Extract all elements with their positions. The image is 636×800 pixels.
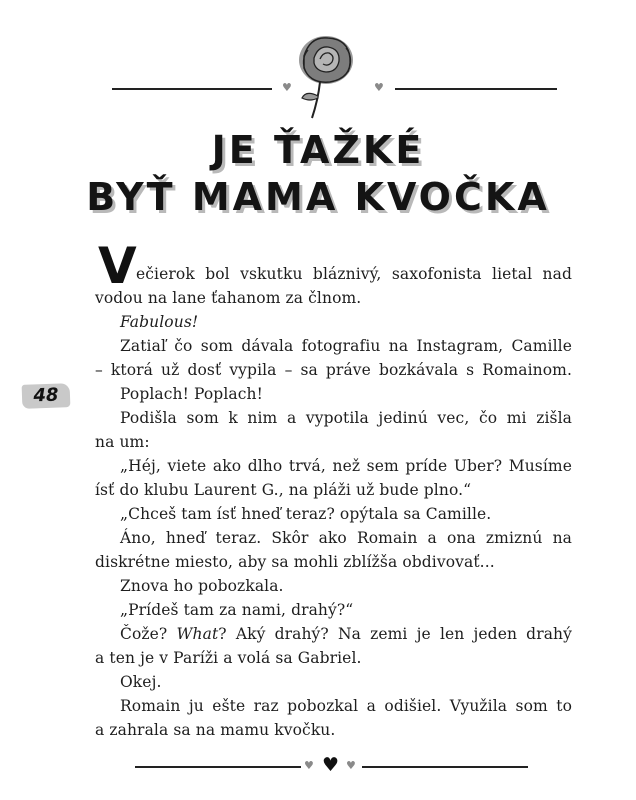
- heart-icon: ♥: [346, 759, 356, 772]
- text-line: a ten je v Paríži a volá sa Gabriel.: [95, 649, 362, 667]
- text-line: [120, 310, 572, 334]
- text-line: Okej.: [120, 673, 162, 691]
- top-rule-right: [395, 88, 557, 90]
- text-line: ísť do klubu Laurent G., na pláži už bude plno.“: [95, 481, 472, 499]
- rose-icon: [290, 30, 362, 122]
- text-line: Znova ho pobozkala.: [120, 577, 284, 595]
- heart-icon: ♥: [374, 81, 384, 94]
- heart-icon: ♥: [322, 754, 340, 776]
- text-line: Zatiaľ čo som dávala fotografiu na Instagram, Camille: [120, 337, 572, 355]
- text-line: „Prídeš tam za nami, drahý?“: [120, 601, 354, 619]
- text-line: [120, 622, 572, 646]
- text-line: Poplach! Poplach!: [120, 385, 263, 403]
- text-line: na um:: [95, 433, 150, 451]
- bottom-rule-right: [362, 766, 528, 768]
- chapter-title-line1: JE ŤAŽKÉ: [211, 128, 425, 172]
- text-line: a zahrala sa na mamu kvočku.: [95, 721, 336, 739]
- text-line: Romain ju ešte raz pobozkal a odišiel. Využila som to: [120, 697, 572, 715]
- italic-text: What: [176, 625, 219, 643]
- drop-cap: V: [98, 237, 137, 295]
- italic-text: Fabulous!: [120, 313, 199, 331]
- chapter-title-line2: BYŤ MAMA KVOČKA: [86, 175, 550, 219]
- top-rule-left: [112, 88, 272, 90]
- text-line: diskrétne miesto, aby sa mohli zblížša obdivovať...: [95, 553, 495, 571]
- bottom-rule-left: [135, 766, 301, 768]
- heart-icon: ♥: [282, 81, 292, 94]
- text-line: ečierok bol vskutku bláznivý, saxofonista lietal nad: [136, 265, 572, 283]
- text-line: „Chceš tam ísť hneď teraz? opýtala sa Camille.: [120, 505, 492, 523]
- text-line: – ktorá už dosť vypila – sa práve bozkávala s Romainom.: [95, 361, 572, 379]
- page-number-badge: 48: [22, 383, 71, 409]
- text-span: ? Aký drahý? Na zemi je len jeden drahý: [218, 625, 572, 643]
- text-span: Čože?: [120, 625, 177, 643]
- heart-icon: ♥: [304, 759, 314, 772]
- text-line: vodou na lane ťahanom za člnom.: [95, 289, 362, 307]
- text-line: „Héj, viete ako dlho trvá, než sem príde Uber? Musíme: [120, 457, 572, 475]
- text-line: Áno, hneď teraz. Skôr ako Romain a ona zmiznú na: [120, 529, 572, 547]
- text-line: Podišla som k nim a vypotila jedinú vec, čo mi zišla: [120, 409, 572, 427]
